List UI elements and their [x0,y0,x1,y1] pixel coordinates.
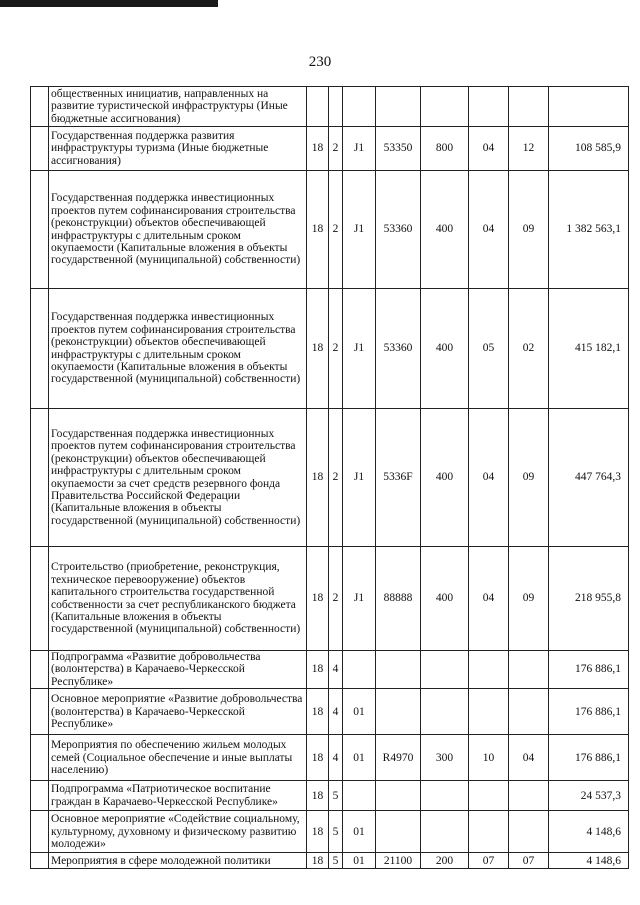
amount-cell: 176 886,1 [549,651,629,689]
table-row [31,735,629,781]
kbk-expense-type-cell [421,811,469,853]
kbk-direction-cell: 53350 [376,127,421,171]
kbk-direction-cell: R4970 [376,735,421,781]
kbk-section-cell [469,781,509,811]
kbk-expense-type-cell [421,87,469,127]
kbk-section-cell: 04 [469,409,509,547]
row-number-cell [31,547,49,651]
kbk-subprogram-cell: 4 [329,651,343,689]
table-body [31,87,629,869]
kbk-program-cell: 18 [307,171,329,289]
row-number-cell [31,289,49,409]
kbk-direction-cell: 53360 [376,171,421,289]
kbk-subsection-cell [509,811,549,853]
kbk-section-cell: 04 [469,171,509,289]
kbk-activity-cell: 01 [343,689,376,735]
item-name-cell: Мероприятия в сфере молодежной политики [49,853,307,869]
kbk-section-cell: 10 [469,735,509,781]
table-row [31,853,629,869]
kbk-expense-type-cell: 400 [421,547,469,651]
amount-cell: 176 886,1 [549,735,629,781]
table-row [31,547,629,651]
row-number-cell [31,651,49,689]
table-row [31,781,629,811]
amount-cell: 108 585,9 [549,127,629,171]
amount-cell [549,87,629,127]
kbk-direction-cell: 88888 [376,547,421,651]
kbk-subprogram-cell: 5 [329,781,343,811]
kbk-direction-cell [376,811,421,853]
table-row [31,409,629,547]
row-number-cell [31,735,49,781]
kbk-section-cell: 04 [469,127,509,171]
scan-edge-bar [0,0,218,7]
table-row [31,171,629,289]
kbk-program-cell: 18 [307,289,329,409]
kbk-subsection-cell: 07 [509,853,549,869]
amount-cell: 176 886,1 [549,689,629,735]
kbk-direction-cell [376,87,421,127]
kbk-program-cell: 18 [307,409,329,547]
kbk-activity-cell: J1 [343,547,376,651]
kbk-subsection-cell: 09 [509,171,549,289]
kbk-subprogram-cell: 2 [329,547,343,651]
kbk-expense-type-cell: 400 [421,171,469,289]
kbk-subsection-cell [509,781,549,811]
kbk-subsection-cell: 04 [509,735,549,781]
kbk-program-cell: 18 [307,547,329,651]
row-number-cell [31,781,49,811]
kbk-section-cell: 05 [469,289,509,409]
table-row [31,811,629,853]
item-name-cell: общественных инициатив, направленных на развитие туристической инфраструктуры (Иные бюджетные ассигнования) [49,87,307,127]
kbk-subsection-cell: 09 [509,547,549,651]
kbk-expense-type-cell: 300 [421,735,469,781]
kbk-section-cell: 04 [469,547,509,651]
item-name-cell: Государственная поддержка инвестиционных проектов путем софинансирования строительства (реконструкции) объектов обеспечивающей инфраструктуры с длительным сроком окупаемости за счет средств резервного фонда Правительства Российской Федерации (Капитальные вложения в объекты государственной (муниципальной) собственности) [49,409,307,547]
item-name-cell: Мероприятия по обеспечению жильем молодых семей (Социальное обеспечение и иные выплаты населению) [49,735,307,781]
amount-cell: 1 382 563,1 [549,171,629,289]
kbk-subprogram-cell: 4 [329,689,343,735]
table-row [31,87,629,127]
kbk-program-cell: 18 [307,811,329,853]
kbk-activity-cell: J1 [343,409,376,547]
item-name-cell: Государственная поддержка развития инфраструктуры туризма (Иные бюджетные ассигнования) [49,127,307,171]
kbk-activity-cell: 01 [343,735,376,781]
kbk-section-cell [469,651,509,689]
kbk-expense-type-cell: 200 [421,853,469,869]
item-name-cell: Государственная поддержка инвестиционных проектов путем софинансирования строительства (реконструкции) объектов обеспечивающей инфраструктуры с длительным сроком окупаемости (Капитальные вложения в объекты государственной (муниципальной) собственности) [49,171,307,289]
kbk-program-cell: 18 [307,735,329,781]
row-number-cell [31,409,49,547]
item-name-cell: Подпрограмма «Патриотическое воспитание граждан в Карачаево-Черкесской Республике» [49,781,307,811]
kbk-section-cell [469,689,509,735]
kbk-activity-cell [343,87,376,127]
kbk-direction-cell [376,689,421,735]
amount-cell: 4 148,6 [549,853,629,869]
kbk-subsection-cell [509,87,549,127]
kbk-expense-type-cell: 400 [421,289,469,409]
kbk-expense-type-cell [421,781,469,811]
kbk-expense-type-cell [421,689,469,735]
kbk-section-cell [469,811,509,853]
kbk-activity-cell: J1 [343,289,376,409]
row-number-cell [31,689,49,735]
amount-cell: 24 537,3 [549,781,629,811]
kbk-activity-cell [343,781,376,811]
kbk-subprogram-cell: 2 [329,289,343,409]
kbk-subsection-cell [509,689,549,735]
kbk-program-cell: 18 [307,781,329,811]
kbk-subprogram-cell: 5 [329,853,343,869]
kbk-subprogram-cell: 4 [329,735,343,781]
kbk-section-cell: 07 [469,853,509,869]
kbk-direction-cell [376,781,421,811]
kbk-activity-cell: 01 [343,853,376,869]
kbk-program-cell: 18 [307,853,329,869]
kbk-program-cell: 18 [307,127,329,171]
kbk-expense-type-cell: 400 [421,409,469,547]
table-row [31,689,629,735]
kbk-subprogram-cell [329,87,343,127]
kbk-subprogram-cell: 5 [329,811,343,853]
row-number-cell [31,87,49,127]
kbk-subprogram-cell: 2 [329,171,343,289]
row-number-cell [31,127,49,171]
budget-table [30,86,629,869]
kbk-expense-type-cell [421,651,469,689]
kbk-program-cell [307,87,329,127]
kbk-direction-cell: 5336F [376,409,421,547]
kbk-activity-cell: 01 [343,811,376,853]
amount-cell: 4 148,6 [549,811,629,853]
kbk-program-cell: 18 [307,689,329,735]
kbk-expense-type-cell: 800 [421,127,469,171]
kbk-subprogram-cell: 2 [329,127,343,171]
kbk-subsection-cell: 02 [509,289,549,409]
kbk-subprogram-cell: 2 [329,409,343,547]
item-name-cell: Основное мероприятие «Развитие добровольчества (волонтерства) в Карачаево-Черкесской Республике» [49,689,307,735]
table-row [31,651,629,689]
kbk-subsection-cell: 09 [509,409,549,547]
kbk-activity-cell: J1 [343,127,376,171]
kbk-activity-cell: J1 [343,171,376,289]
kbk-direction-cell [376,651,421,689]
kbk-section-cell [469,87,509,127]
row-number-cell [31,811,49,853]
table-row [31,289,629,409]
item-name-cell: Строительство (приобретение, реконструкция, техническое перевооружение) объектов капитального строительства государственной собственности за счет республиканского бюджета (Капитальные вложения в объекты государственной (муниципальной) собственности) [49,547,307,651]
item-name-cell: Основное мероприятие «Содействие социальному, культурному, духовному и физическому развитию молодежи» [49,811,307,853]
kbk-activity-cell [343,651,376,689]
row-number-cell [31,171,49,289]
item-name-cell: Государственная поддержка инвестиционных проектов путем софинансирования строительства (реконструкции) объектов обеспечивающей инфраструктуры с длительным сроком окупаемости (Капитальные вложения в объекты государственной (муниципальной) собственности) [49,289,307,409]
row-number-cell [31,853,49,869]
item-name-cell: Подпрограмма «Развитие добровольчества (волонтерства) в Карачаево-Черкесской Республике» [49,651,307,689]
kbk-direction-cell: 53360 [376,289,421,409]
kbk-subsection-cell [509,651,549,689]
kbk-direction-cell: 21100 [376,853,421,869]
amount-cell: 218 955,8 [549,547,629,651]
kbk-subsection-cell: 12 [509,127,549,171]
page-number: 230 [308,54,332,70]
kbk-program-cell: 18 [307,651,329,689]
amount-cell: 415 182,1 [549,289,629,409]
table-row [31,127,629,171]
amount-cell: 447 764,3 [549,409,629,547]
